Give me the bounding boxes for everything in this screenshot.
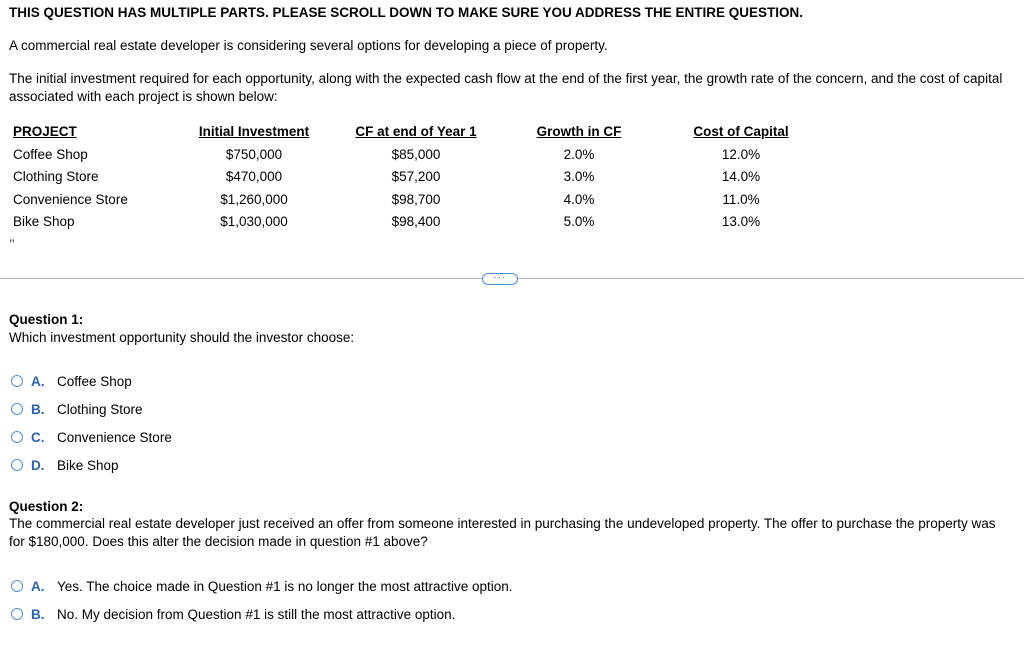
option-letter: A. [31, 373, 45, 389]
cost-of-capital: 12.0% [721, 147, 761, 162]
option-letter: B. [31, 606, 45, 622]
q2-option-b[interactable] [11, 605, 455, 623]
initial-investment: $1,030,000 [220, 214, 288, 229]
option-letter: A. [31, 578, 45, 594]
cost-of-capital: 11.0% [722, 192, 760, 207]
cf-year1: $85,000 [391, 147, 441, 162]
project-name: Bike Shop [13, 214, 75, 229]
radio-circle-icon[interactable] [11, 580, 23, 592]
option-label: Convenience Store [57, 429, 172, 445]
q1-option-b[interactable] [11, 400, 143, 418]
radio-circle-icon[interactable] [11, 608, 23, 620]
initial-investment: $1,260,000 [220, 192, 288, 207]
radio-circle-icon[interactable] [11, 431, 23, 443]
option-letter: D. [31, 457, 45, 473]
project-name: Clothing Store [13, 169, 99, 184]
header-cost-of-capital: Cost of Capital [693, 124, 789, 139]
initial-investment: $750,000 [225, 147, 283, 162]
option-label: Yes. The choice made in Question #1 is no longer the most attractive option. [57, 578, 513, 594]
cost-of-capital: 13.0% [721, 214, 761, 229]
cf-year1: $98,400 [391, 214, 441, 229]
q1-option-d[interactable] [11, 456, 119, 474]
q1-option-c[interactable] [11, 428, 172, 446]
option-label: Bike Shop [57, 457, 119, 473]
growth-rate: 3.0% [563, 169, 595, 184]
q1-option-a[interactable] [11, 372, 132, 390]
intro-paragraph-2: The initial investment required for each opportunity, along with the expected cash flow at the end of the first year, the growth rate of the concern, and the cost of capital associated with each project is shown below: [9, 71, 1003, 104]
question2-text: The commercial real estate developer just received an offer from someone interested in purchasing the undeveloped property. The offer to purchase the property was for $180,000. Does this alter the decision made in question #1 above? [9, 516, 996, 549]
option-letter: B. [31, 401, 45, 417]
option-letter: C. [31, 429, 45, 445]
cf-year1: $98,700 [391, 192, 441, 207]
option-label: Coffee Shop [57, 373, 132, 389]
question1-text: Which investment opportunity should the investor choose: [9, 330, 355, 345]
header-growth: Growth in CF [536, 124, 622, 139]
cost-of-capital: 14.0% [721, 169, 761, 184]
option-label: No. My decision from Question #1 is still the most attractive option. [57, 606, 456, 622]
initial-investment: $470,000 [225, 169, 283, 184]
growth-rate: 5.0% [563, 214, 595, 229]
question2-title: Question 2: [9, 499, 84, 514]
q2-option-a[interactable] [11, 577, 513, 595]
multi-part-notice: THIS QUESTION HAS MULTIPLE PARTS. PLEASE SCROLL DOWN TO MAKE SURE YOU ADDRESS THE ENTIRE QUESTION. [9, 5, 804, 20]
expand-more-button[interactable]: ··· [482, 273, 518, 285]
growth-rate: 2.0% [563, 147, 595, 162]
header-initial-investment: Initial Investment [198, 124, 310, 139]
radio-circle-icon[interactable] [11, 375, 23, 387]
project-name: Convenience Store [13, 192, 128, 207]
project-name: Coffee Shop [13, 147, 88, 162]
header-cf-year1: CF at end of Year 1 [355, 124, 477, 139]
growth-rate: 4.0% [563, 192, 595, 207]
intro-paragraph-1: A commercial real estate developer is considering several options for developing a piece of property. [9, 38, 608, 53]
header-project: PROJECT [13, 124, 77, 139]
radio-circle-icon[interactable] [11, 403, 23, 415]
radio-circle-icon[interactable] [11, 459, 23, 471]
cf-year1: $57,200 [391, 169, 441, 184]
question1-title: Question 1: [9, 312, 84, 327]
clipped-text-fragment: ’’ [9, 237, 173, 252]
option-label: Clothing Store [57, 401, 143, 417]
